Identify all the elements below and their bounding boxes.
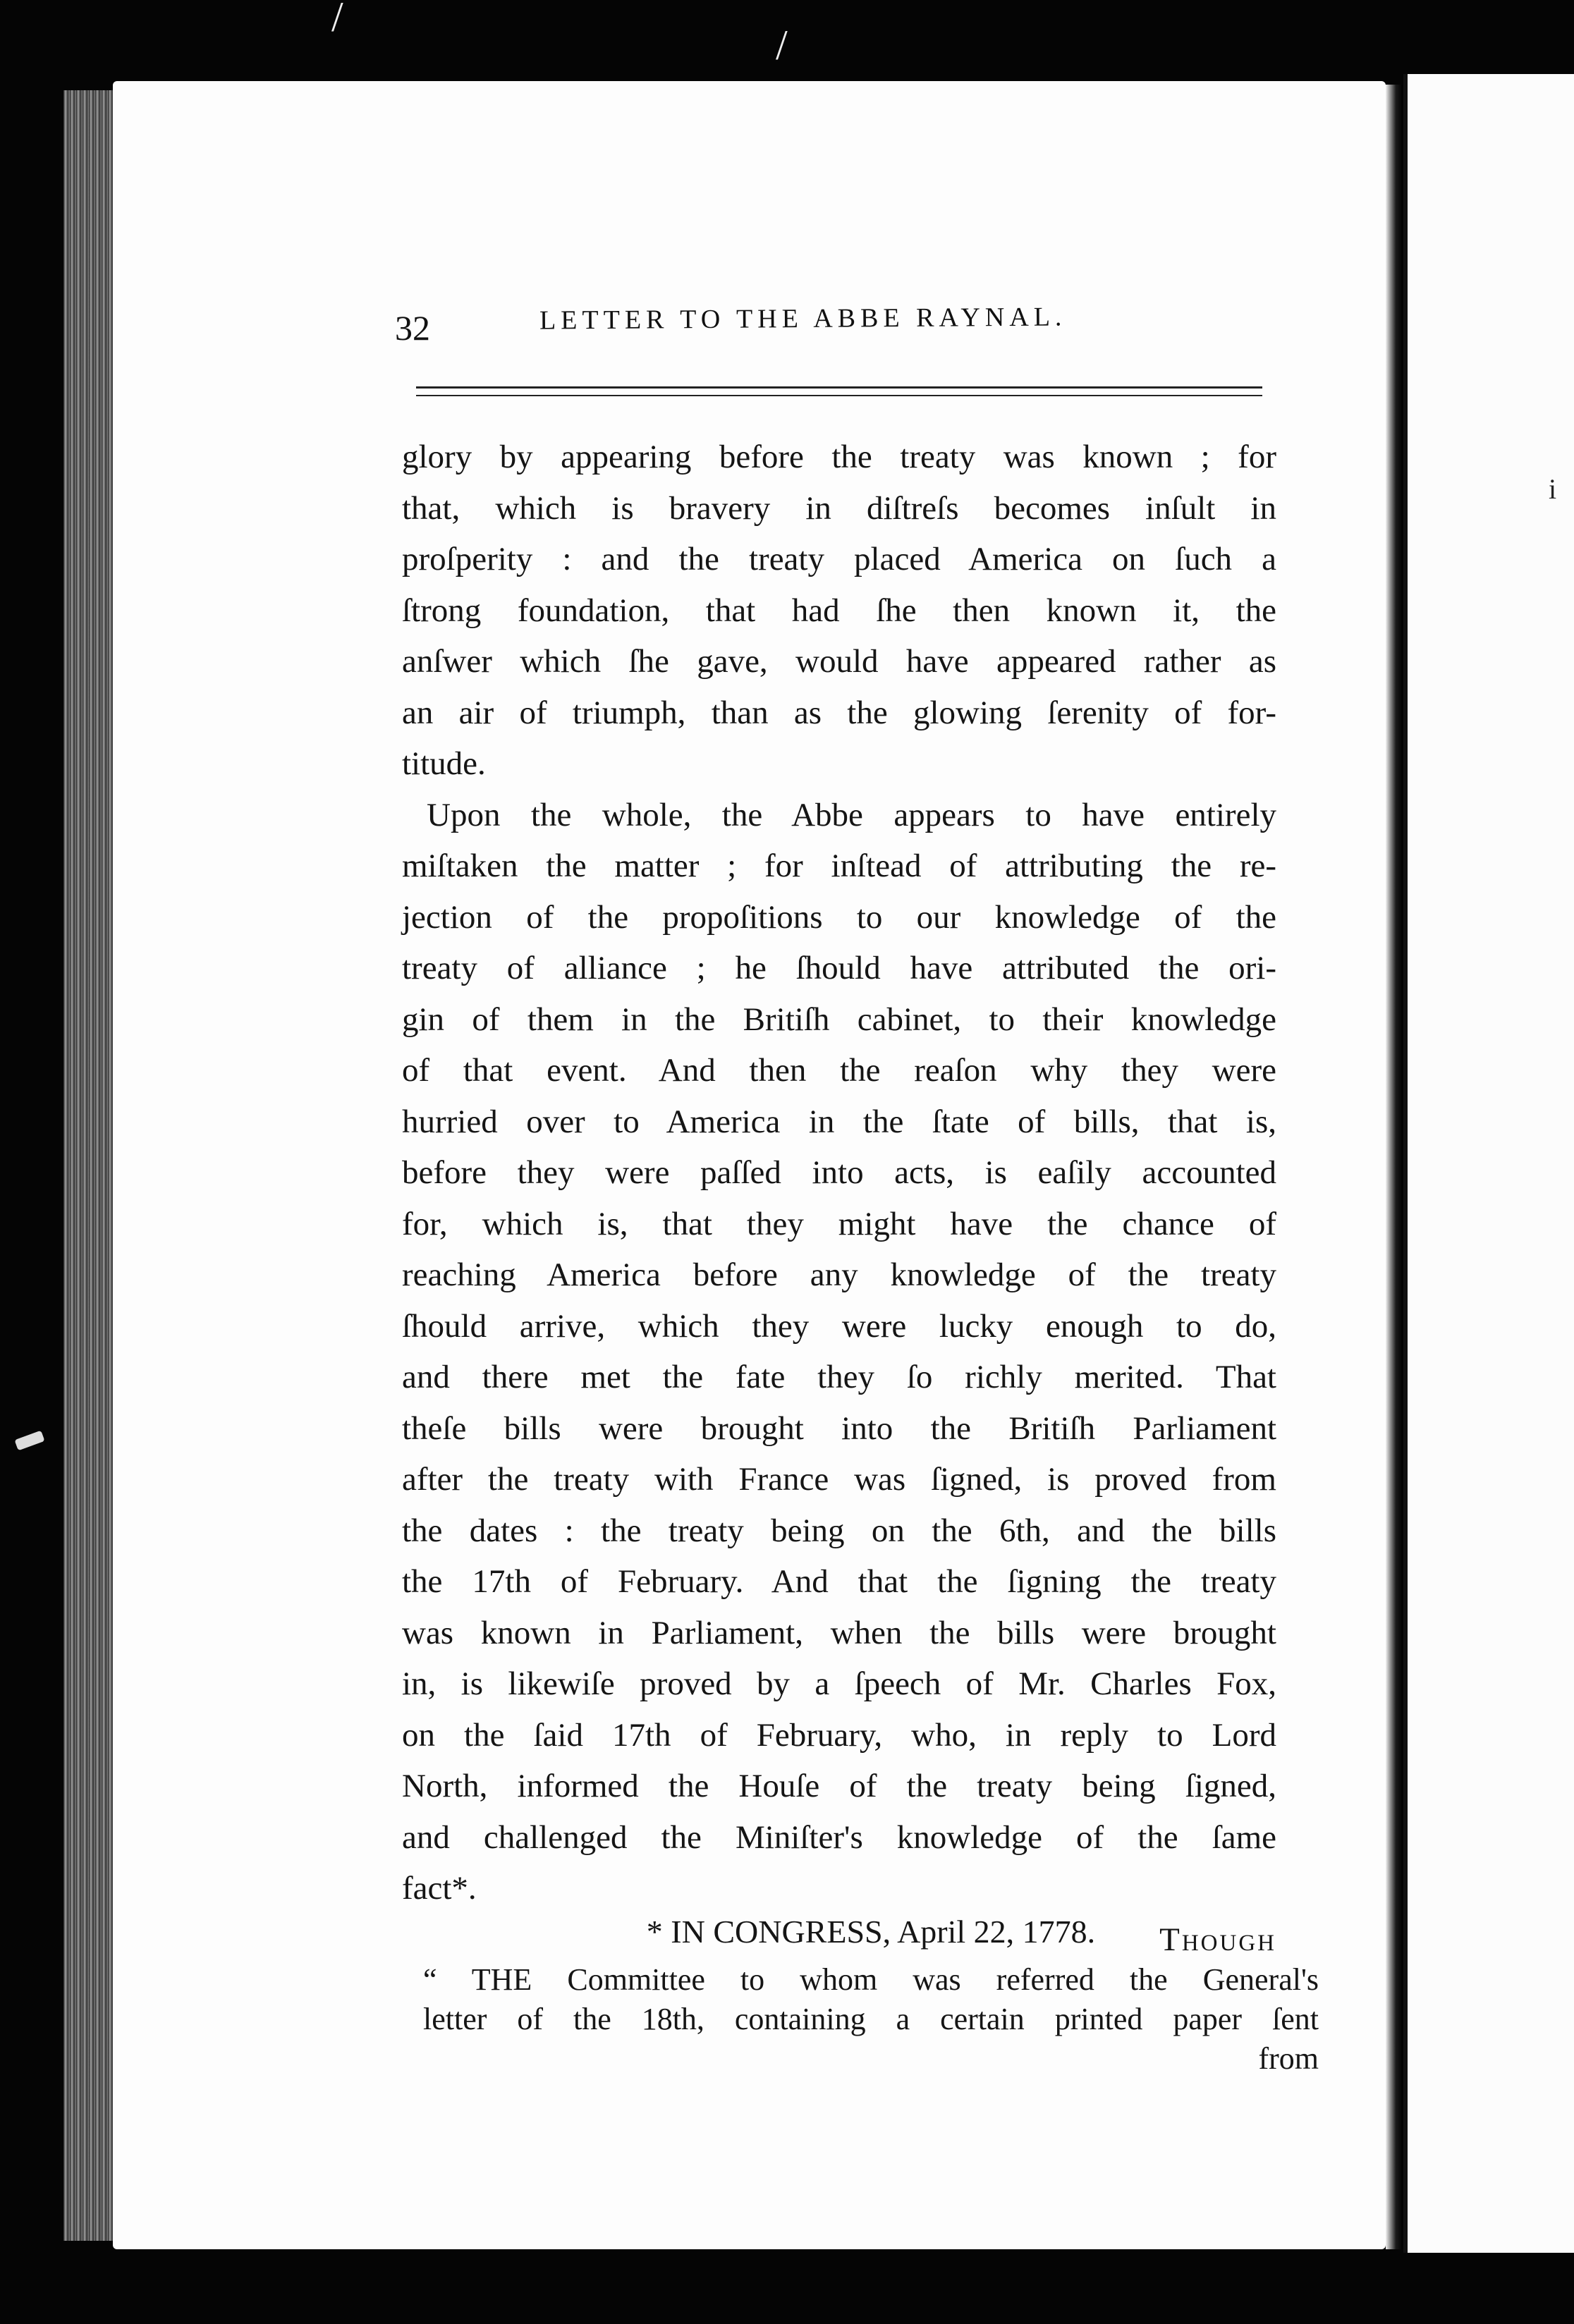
text-line: the dates : the treaty being on the 6th, and the bills [402,1512,1276,1549]
text-line: ſhould arrive, which they were lucky enough to do, [402,1307,1276,1345]
footnote-heading: * IN CONGRESS, April 22, 1778. [646,1914,1096,1950]
scan-artifact-top-left: / [331,0,343,40]
header-rule [416,386,1262,389]
body-text [402,432,1276,1965]
footnote-line: letter of the 18th, containing a certain printed paper ſent [423,2002,1319,2036]
book-spine [1386,85,1403,2249]
header-rule-thin [416,395,1262,396]
text-line: in, is likewiſe proved by a ſpeech of Mr. Charles Fox, [402,1665,1276,1702]
text-line: on the ſaid 17th of February, who, in reply to Lord [402,1716,1276,1754]
text-line: reaching America before any knowledge of the treaty [402,1256,1276,1293]
text-line: titude. [402,745,486,782]
page-number: 32 [395,308,430,348]
footnote-line: “ THE Committee to whom was referred the General's [423,1962,1319,1997]
scan-artifact-top: / [776,22,788,68]
text-line: jection of the propoſitions to our knowledge of the [402,898,1276,936]
text-line: before they were paſſed into acts, is eaſily accounted [402,1154,1276,1191]
page-edge-left [63,90,113,2241]
text-line: was known in Parliament, when the bills were brought [402,1614,1276,1651]
scan-artifact-left [14,1431,44,1451]
text-line: glory by appearing before the treaty was known ; for [402,439,1276,475]
text-line: hurried over to America in the ſtate of bills, that is, [402,1103,1276,1140]
text-line: an air of triumph, than as the glowing ſerenity of for- [402,694,1276,731]
text-line: treaty of alliance ; he ſhould have attributed the ori- [402,950,1276,986]
text-line: ſtrong foundation, that had ſhe then known it, the [402,592,1276,629]
text-line: the 17th of February. And that the ſigning the treaty [402,1563,1276,1600]
text-line: after the treaty with France was ſigned, is proved from [402,1461,1276,1498]
facing-page-mark: i [1549,473,1557,505]
text-line: gin of them in the Britiſh cabinet, to their knowledge [402,1001,1276,1038]
text-line: for, which is, that they might have the chance of [402,1205,1276,1242]
facing-page [1403,74,1574,2253]
text-line: anſwer which ſhe gave, would have appeared rather as [402,643,1276,680]
catchword: Though [1159,1921,1276,1958]
text-line: fact*. [402,1870,477,1907]
text-line: that, which is bravery in diſtreſs becomes inſult in [402,489,1276,527]
text-line: theſe bills were brought into the Britiſh Parliament [402,1409,1276,1447]
text-line: North, informed the Houſe of the treaty being ſigned, [402,1768,1276,1804]
text-line: miſtaken the matter ; for inſtead of attributing the re- [402,848,1276,884]
text-line: Upon the whole, the Abbe appears to have entirely [427,796,1276,833]
text-line: and there met the fate they ſo richly merited. That [402,1359,1276,1395]
text-line: and challenged the Miniſter's knowledge of the ſame [402,1818,1276,1856]
footnote-catchword: from [1258,2041,1319,2076]
text-line: proſperity : and the treaty placed America on ſuch a [402,541,1276,577]
text-line: of that event. And then the reaſon why they were [402,1052,1276,1089]
footnote [423,1912,1319,2079]
running-title: LETTER TO THE ABBE RAYNAL. [539,302,1067,336]
page-header [395,295,1276,351]
